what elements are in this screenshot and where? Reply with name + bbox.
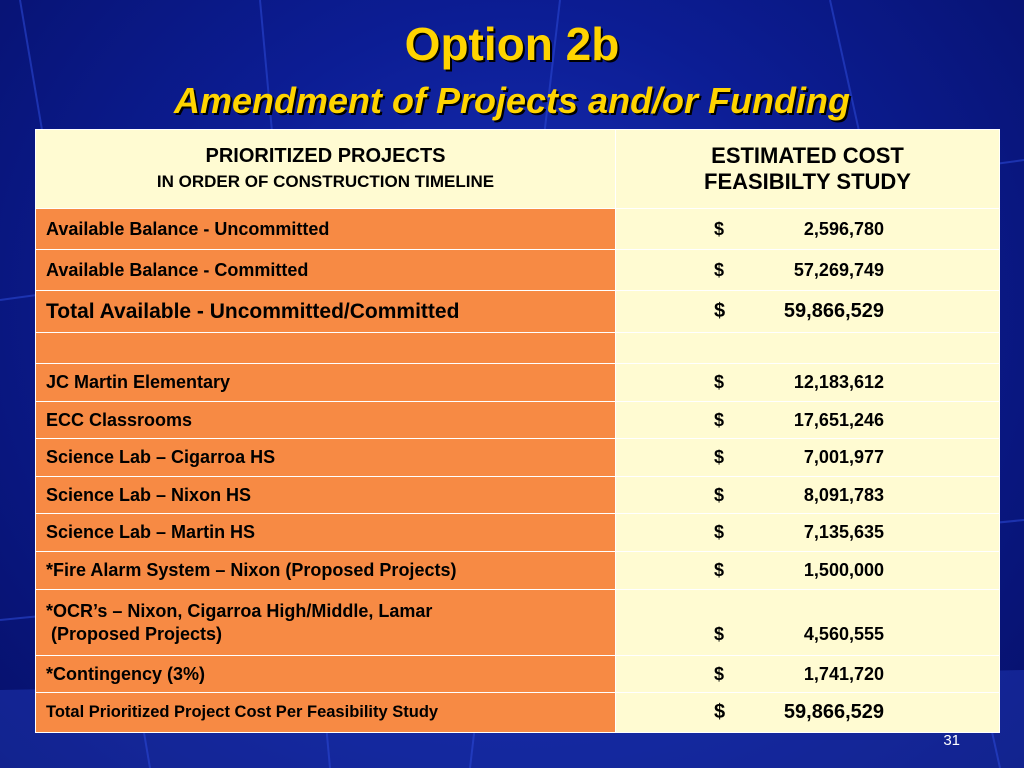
header-projects-line1: PRIORITIZED PROJECTS [205, 145, 446, 167]
row-amount [616, 250, 1000, 291]
table-row [36, 291, 1000, 333]
amount-value: 1,741,720 [803, 663, 884, 684]
row-label: Science Lab – Nixon HS [36, 477, 616, 514]
currency-symbol: $ [714, 484, 725, 505]
row-amount [616, 209, 1000, 250]
table-row [36, 364, 1000, 402]
row-label-line2: (Proposed Projects) [46, 623, 223, 644]
row-amount [616, 333, 1000, 364]
row-label: JC Martin Elementary [36, 364, 616, 402]
currency-symbol: $ [714, 409, 725, 430]
row-label: ECC Classrooms [36, 402, 616, 439]
table-row [36, 656, 1000, 693]
row-label [36, 333, 616, 364]
amount-value: 59,866,529 [783, 701, 884, 723]
row-amount [616, 514, 1000, 552]
row-label: Science Lab – Cigarroa HS [36, 439, 616, 477]
table-row [36, 209, 1000, 250]
amount-value: 59,866,529 [783, 300, 884, 322]
header-cost-line1: ESTIMATED COST [711, 143, 904, 168]
table-row-total [36, 693, 1000, 733]
amount-value: 7,001,977 [803, 447, 884, 467]
header-cost-line2: FEASIBILTY STUDY [704, 169, 911, 194]
currency-symbol: $ [714, 663, 725, 684]
currency-symbol: $ [714, 560, 725, 580]
currency-symbol: $ [714, 300, 726, 322]
amount-value: 17,651,246 [793, 409, 884, 430]
table-row [36, 439, 1000, 477]
row-amount [616, 693, 1000, 733]
amount-value: 12,183,612 [793, 372, 884, 392]
slide-subtitle: Amendment of Projects and/or Funding [173, 80, 851, 121]
header-projects [36, 130, 616, 209]
currency-symbol: $ [714, 218, 725, 239]
row-label: Available Balance - Uncommitted [36, 209, 616, 250]
currency-symbol: $ [714, 447, 725, 467]
row-label-line1: *OCR’s – Nixon, Cigarroa High/Middle, Lamar [46, 600, 433, 621]
row-amount [616, 402, 1000, 439]
currency-symbol: $ [714, 701, 726, 723]
row-label [36, 590, 616, 656]
table-row [36, 552, 1000, 590]
table-row-empty [36, 333, 1000, 364]
row-amount [616, 291, 1000, 333]
row-label: *Contingency (3%) [36, 656, 616, 693]
amount-value: 7,135,635 [803, 522, 884, 542]
amount-value: 57,269,749 [793, 259, 884, 280]
currency-symbol: $ [714, 522, 725, 542]
amount-value: 2,596,780 [803, 218, 884, 239]
row-label: Total Prioritized Project Cost Per Feasibility Study [36, 693, 616, 733]
row-label: Available Balance - Committed [36, 250, 616, 291]
row-amount [616, 552, 1000, 590]
row-amount [616, 590, 1000, 656]
row-label: Total Available - Uncommitted/Committed [36, 291, 616, 333]
table-row [36, 477, 1000, 514]
currency-symbol: $ [714, 372, 725, 392]
slide-title: Option 2b [404, 18, 620, 70]
row-amount [616, 477, 1000, 514]
page-number: 31 [943, 732, 960, 749]
table-header-row [36, 130, 1000, 209]
projects-table [35, 129, 1000, 733]
header-cost [616, 130, 1000, 209]
row-amount [616, 439, 1000, 477]
amount-value: 4,560,555 [803, 624, 884, 644]
currency-symbol: $ [714, 259, 725, 280]
currency-symbol: $ [714, 624, 725, 644]
header-projects-line2: IN ORDER OF CONSTRUCTION TIMELINE [156, 172, 495, 191]
table-row [36, 590, 1000, 656]
row-label: *Fire Alarm System – Nixon (Proposed Projects) [36, 552, 616, 590]
row-label: Science Lab – Martin HS [36, 514, 616, 552]
table-row [36, 514, 1000, 552]
amount-value: 8,091,783 [803, 484, 884, 505]
amount-value: 1,500,000 [803, 560, 884, 580]
table-row [36, 402, 1000, 439]
row-amount [616, 656, 1000, 693]
table-row [36, 250, 1000, 291]
row-amount [616, 364, 1000, 402]
